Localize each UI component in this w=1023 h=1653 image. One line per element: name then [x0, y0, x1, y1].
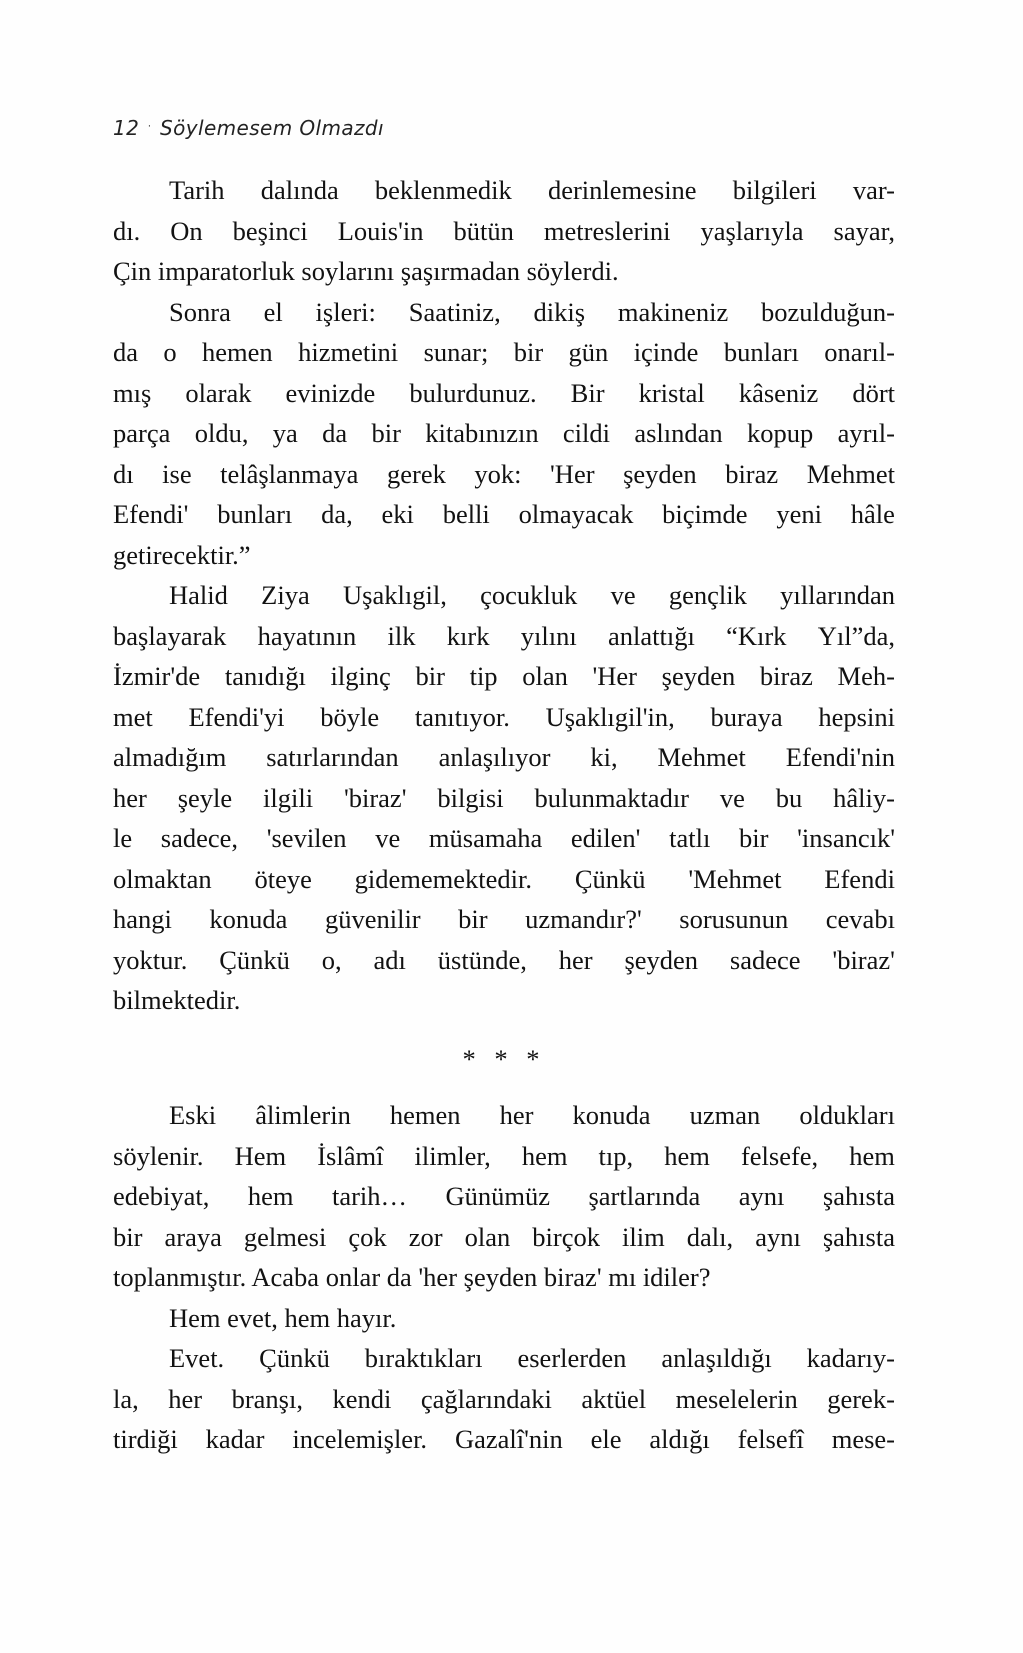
word: Yıl”da,	[817, 620, 895, 651]
word: olan	[464, 1221, 511, 1252]
word: Mehmet	[806, 458, 895, 489]
word: ya	[272, 418, 298, 448]
word: cildi	[562, 418, 611, 448]
section-separator: * * *	[462, 1043, 546, 1074]
book-title: Söylemesem Olmazdı	[160, 116, 384, 140]
word: şeyle	[177, 782, 233, 813]
word: tanıtıyor.	[414, 701, 510, 732]
word: evinizde	[285, 377, 376, 408]
word: adı	[373, 944, 406, 975]
text-line	[113, 1095, 895, 1136]
text-line	[113, 535, 895, 576]
header-separator-dot: ·	[146, 114, 154, 138]
word: Efendi	[824, 863, 895, 894]
word: şartlarında	[588, 1181, 701, 1211]
word: edebiyat,	[113, 1181, 210, 1211]
word: le	[113, 823, 133, 853]
word: eserlerden	[517, 1343, 627, 1373]
word: bütün	[453, 215, 514, 246]
word: şeyden	[661, 661, 736, 691]
word: bir	[371, 418, 401, 448]
text-line	[113, 1379, 895, 1420]
word: anlaşıldığı	[661, 1343, 772, 1373]
word: felsefe,	[740, 1140, 819, 1171]
text-line	[113, 616, 895, 657]
word: birçok	[532, 1221, 600, 1252]
word: Günümüz	[445, 1181, 550, 1211]
text-line	[113, 1338, 895, 1379]
word: makineniz	[617, 296, 729, 327]
word: konuda	[209, 904, 288, 934]
page-number: 12	[113, 116, 140, 140]
text-line	[113, 1298, 895, 1339]
word: 'Mehmet	[688, 863, 782, 894]
word: 'sevilen	[266, 823, 347, 853]
body-text-block	[113, 170, 895, 1460]
word: Tarih	[169, 175, 225, 205]
word: Efendi'yi	[188, 701, 285, 732]
word: Efendi'	[113, 499, 189, 529]
word: yoktur.	[113, 944, 188, 975]
word: bir	[739, 823, 769, 853]
word: her	[499, 1100, 534, 1130]
word: gençlik	[668, 580, 747, 610]
word: buraya	[710, 701, 783, 732]
text-line	[113, 656, 895, 697]
word: aktüel	[581, 1383, 647, 1414]
word: derinlemesine	[547, 175, 697, 205]
word: Uşaklıgil,	[343, 580, 447, 610]
word: hepsini	[818, 701, 895, 732]
word: bir	[113, 1221, 143, 1252]
word: Mehmet	[657, 742, 746, 772]
word: Uşaklıgil'in,	[545, 701, 675, 732]
word: ve	[610, 580, 636, 610]
word: var-	[852, 175, 895, 205]
word: dikiş	[533, 296, 586, 327]
word: Gazalî'nin	[454, 1424, 563, 1454]
word: konuda	[572, 1100, 651, 1130]
text-line	[113, 251, 895, 292]
word: tirdiği	[113, 1424, 178, 1454]
word: hâle	[850, 499, 895, 529]
word: onarıl-	[824, 337, 895, 367]
text-line	[113, 170, 895, 211]
word: kadarıy-	[806, 1343, 895, 1373]
word: aslından	[634, 418, 723, 448]
word: yeni	[776, 499, 822, 529]
word: dalı,	[686, 1221, 734, 1252]
word: met	[113, 701, 153, 732]
word: beşinci	[232, 215, 308, 246]
text-line	[113, 1136, 895, 1177]
word: olmaktan	[113, 863, 212, 894]
word: hemen	[389, 1100, 461, 1130]
word: ve	[375, 823, 401, 853]
word: yaşlarıyla	[700, 215, 804, 246]
word: gerek	[386, 458, 446, 489]
text-line	[113, 737, 895, 778]
word: müsamaha	[428, 823, 543, 853]
word: bir	[513, 337, 544, 367]
word: çocukluk	[480, 580, 578, 610]
word: satırlarından	[266, 742, 399, 772]
word: öteye	[254, 863, 312, 894]
word: 'biraz'	[343, 782, 407, 813]
text-line	[113, 980, 895, 1021]
text-line	[113, 818, 895, 859]
word: sadece	[729, 944, 801, 975]
word: Ziya	[261, 580, 310, 610]
word: incelemişler.	[292, 1424, 428, 1454]
text-line	[113, 211, 895, 252]
word: ilim	[622, 1221, 665, 1252]
word: dört	[852, 377, 895, 408]
word: la,	[113, 1383, 139, 1414]
text-line	[113, 292, 895, 333]
word: edilen'	[570, 823, 641, 853]
word: kırk	[446, 620, 490, 651]
paragraph-6	[113, 1338, 895, 1460]
word: kitabınızın	[425, 418, 539, 448]
word: bunları	[217, 499, 293, 529]
word: Çin imparatorluk soylarını şaşırmadan söylerdi.	[113, 256, 619, 286]
word: hemen	[202, 337, 273, 367]
word: da	[113, 337, 139, 367]
word: tıp,	[598, 1140, 634, 1171]
word: bilgileri	[732, 175, 817, 205]
word: aynı	[738, 1181, 785, 1211]
word: belli	[442, 499, 490, 529]
word: yok:	[474, 458, 522, 489]
word: tarih…	[331, 1181, 408, 1211]
text-line	[113, 1217, 895, 1258]
word: kadar	[205, 1424, 265, 1454]
text-line	[113, 413, 895, 454]
word: dı	[113, 458, 134, 489]
word: Saatiniz,	[408, 296, 501, 327]
word: sorusunun	[679, 904, 789, 934]
word: âlimlerin	[255, 1100, 351, 1130]
word: 'biraz'	[832, 944, 895, 975]
word: Meh-	[837, 661, 895, 691]
word: bu	[775, 782, 803, 813]
word: almadığım	[113, 742, 227, 772]
word: da,	[321, 499, 353, 529]
paragraph-5	[113, 1298, 895, 1339]
word: Sonra	[169, 296, 231, 327]
word: bunları	[723, 337, 799, 367]
paragraph-1	[113, 170, 895, 292]
word: üstünde,	[437, 944, 527, 975]
word: ilgili	[263, 782, 314, 813]
word: bulunmaktadır	[534, 782, 690, 813]
word: o	[163, 337, 177, 367]
word: 'Her	[592, 661, 637, 691]
text-line	[113, 899, 895, 940]
word: şeyden	[623, 458, 697, 489]
word: tip	[469, 661, 498, 691]
word: içinde	[633, 337, 699, 367]
word: her	[168, 1383, 203, 1414]
word: dalında	[260, 175, 339, 205]
word: branşı,	[231, 1383, 303, 1414]
word: olan	[522, 661, 568, 691]
word: gidememektedir.	[354, 863, 533, 894]
word: meselelerin	[675, 1383, 798, 1414]
word: oldu,	[194, 418, 249, 448]
word: çağlarındaki	[420, 1383, 552, 1414]
running-header	[113, 116, 384, 140]
word: gelmesi	[243, 1221, 327, 1252]
word: güvenilir	[324, 904, 421, 934]
word: cevabı	[825, 904, 895, 934]
word: hem	[849, 1140, 895, 1171]
word: gerek-	[827, 1383, 895, 1414]
word: uzman	[689, 1100, 761, 1130]
word: bıraktıkları	[364, 1343, 483, 1373]
word: eki	[381, 499, 414, 529]
word: kendi	[332, 1383, 392, 1414]
word: metreslerini	[543, 215, 671, 246]
word: o,	[321, 944, 342, 975]
word: her	[113, 782, 147, 813]
word: tatlı	[669, 823, 711, 853]
word: bilgisi	[437, 782, 504, 813]
word: Halid	[169, 580, 228, 610]
word: toplanmıştır. Acaba onlar da 'her şeyden biraz' mı idiler?	[113, 1262, 711, 1292]
word: hem	[521, 1140, 568, 1171]
word: biçimde	[662, 499, 748, 529]
word: sayar,	[833, 215, 895, 246]
word: tanıdığı	[224, 661, 306, 691]
word: söylenir.	[113, 1140, 204, 1171]
word: yıllarından	[780, 580, 895, 610]
text-line	[113, 1257, 895, 1298]
word: uzmandır?'	[525, 904, 642, 934]
word: bir	[458, 904, 488, 934]
text-line	[113, 454, 895, 495]
word: beklenmedik	[374, 175, 512, 205]
word: olarak	[185, 377, 252, 408]
word: Hem	[234, 1140, 287, 1171]
word: ayrıl-	[837, 418, 895, 448]
word: hâliy-	[833, 782, 895, 813]
word: anlattığı	[607, 620, 695, 651]
paragraph-3	[113, 575, 895, 1021]
word: Bir	[570, 377, 605, 408]
word: ise	[162, 458, 192, 489]
word: aldığı	[649, 1424, 710, 1454]
word: ilk	[387, 620, 416, 651]
word: sadece,	[160, 823, 239, 853]
word: olmayacak	[518, 499, 634, 529]
word: ki,	[590, 742, 618, 772]
word: “Kırk	[726, 620, 787, 651]
word: Evet.	[169, 1343, 225, 1373]
word: hayatının	[257, 620, 357, 651]
word: ele	[590, 1424, 622, 1454]
word: hem	[247, 1181, 294, 1211]
word: hangi	[113, 904, 172, 934]
word: İzmir'de	[113, 661, 201, 691]
word: da	[322, 418, 348, 448]
paragraph-2	[113, 292, 895, 576]
word: bozulduğun-	[761, 296, 895, 327]
word: başlayarak	[113, 620, 227, 651]
word: bir	[415, 661, 445, 691]
text-line	[113, 697, 895, 738]
word: şahısta	[822, 1181, 895, 1211]
word: aynı	[755, 1221, 801, 1252]
text-line	[113, 1176, 895, 1217]
word: dı.	[113, 215, 141, 246]
word: Efendi'nin	[785, 742, 895, 772]
word: el	[263, 296, 283, 327]
word: getirecektir.”	[113, 539, 251, 570]
word: kâseniz	[738, 377, 819, 408]
word: ve	[719, 782, 745, 813]
text-line	[113, 494, 895, 535]
paragraph-4	[113, 1095, 895, 1298]
word: kristal	[638, 377, 705, 408]
word: mış	[113, 377, 152, 408]
word: hizmetini	[298, 337, 399, 367]
word: 'insancık'	[797, 823, 895, 853]
text-line	[113, 575, 895, 616]
word: telâşlanmaya	[220, 458, 359, 489]
word: ilimler,	[414, 1140, 491, 1171]
word: şeyden	[624, 944, 699, 975]
word: On	[170, 215, 203, 246]
word: mese-	[831, 1424, 895, 1454]
word: Çünkü	[259, 1343, 330, 1373]
word: gün	[568, 337, 609, 367]
text-line	[113, 373, 895, 414]
text-line	[113, 332, 895, 373]
word: Hem evet, hem hayır.	[169, 1302, 397, 1333]
word: kopup	[746, 418, 814, 448]
word: böyle	[320, 701, 380, 732]
word: şahısta	[822, 1221, 895, 1252]
text-line	[113, 778, 895, 819]
word: anlaşılıyor	[438, 742, 551, 772]
word: İslâmî	[317, 1140, 384, 1171]
word: bulurdunuz.	[409, 377, 537, 408]
word: Eski	[169, 1100, 217, 1130]
text-line	[113, 859, 895, 900]
word: parça	[113, 418, 171, 448]
text-line	[113, 1419, 895, 1460]
word: biraz	[725, 458, 779, 489]
word: bilmektedir.	[113, 985, 241, 1015]
word: Çünkü	[219, 944, 290, 975]
word: oldukları	[799, 1100, 895, 1130]
text-line	[113, 940, 895, 981]
word: sunar;	[423, 337, 489, 367]
word: felsefî	[737, 1424, 804, 1454]
word: Louis'in	[337, 215, 424, 246]
word: zor	[408, 1221, 443, 1252]
word: 'Her	[550, 458, 595, 489]
word: işleri:	[315, 296, 376, 327]
word: hem	[664, 1140, 710, 1171]
word: yılını	[520, 620, 577, 651]
word: Çünkü	[574, 863, 646, 894]
word: her	[558, 944, 593, 975]
word: biraz	[759, 661, 813, 691]
word: ilginç	[330, 661, 391, 691]
word: araya	[164, 1221, 222, 1252]
word: çok	[348, 1221, 387, 1252]
